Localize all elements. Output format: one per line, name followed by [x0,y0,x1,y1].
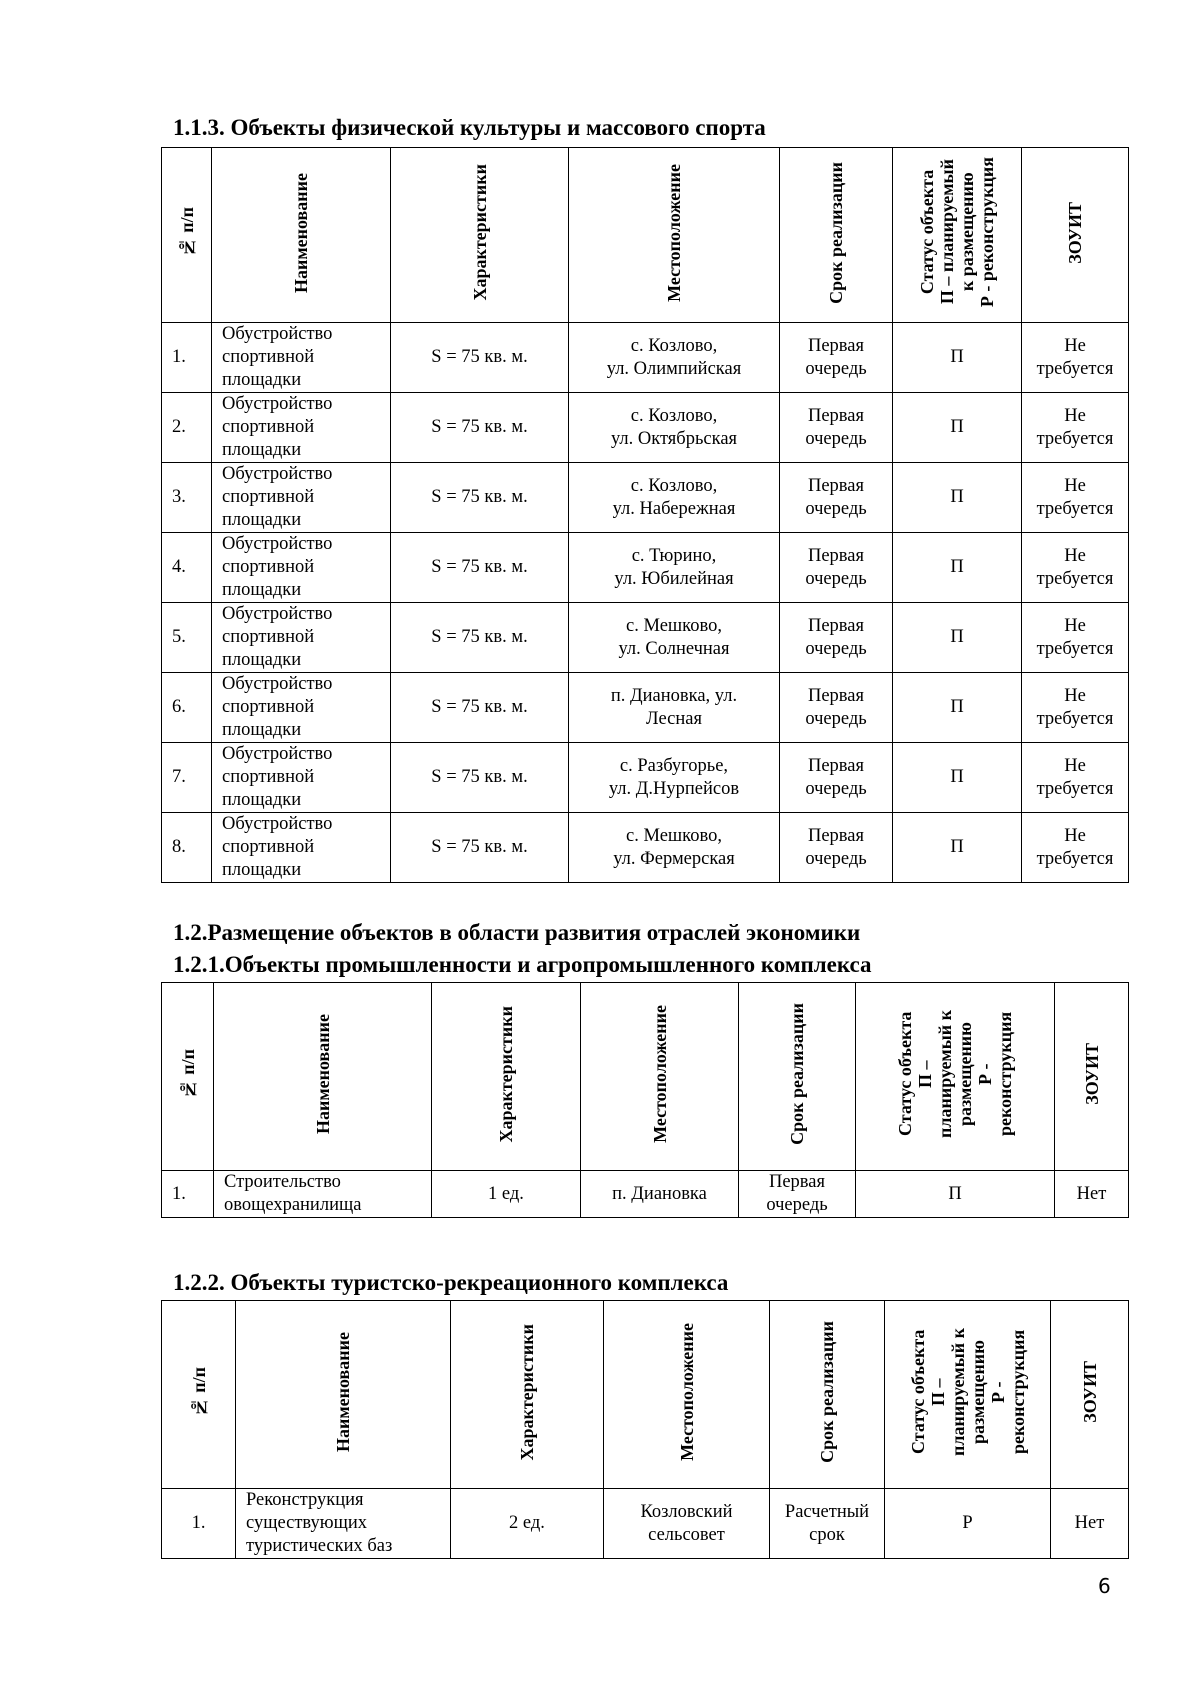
table-row [162,463,1129,533]
cell-zouit [1055,1171,1129,1218]
section-subtitle-industry: 1.2.1.Объекты промышленности и агропромышленного комплекса [173,952,872,977]
cell-chars: S = 75 кв. м. [391,463,569,533]
header-status-line: Р - [987,1381,1008,1403]
cell-zouit-line: Нет [1074,1513,1105,1533]
header-zouit [1022,148,1129,323]
cell-loc [569,603,780,673]
cell-term [739,1171,856,1218]
cell-name-line: Обустройство [222,324,333,344]
cell-loc-line: ул. Олимпийская [606,358,742,379]
page-number: 6 [1098,1574,1111,1598]
header-num [162,1301,236,1489]
cell-term [780,673,893,743]
cell-term [780,393,893,463]
cell-term-line: очередь [766,1195,828,1215]
industry-objects-table [161,982,1129,1218]
cell-loc-line: ул. Солнечная [618,638,730,659]
cell-term-line: очередь [805,708,867,729]
cell-zouit-line: требуется [1036,708,1114,729]
header-status-line: Р - реконструкция [977,157,997,308]
header-status-line: П – [927,1378,948,1406]
cell-term-line: очередь [805,358,867,379]
header-status-line: к размещению [957,173,977,292]
header-name-line: Наименование [291,172,311,293]
cell-chars: 1 ед. [432,1171,581,1218]
sport-objects-table [161,147,1129,883]
cell-zouit [1022,323,1129,393]
cell-chars: S = 75 кв. м. [391,813,569,883]
header-status [856,983,1055,1171]
cell-name-line: спортивной [222,837,315,857]
cell-status: П [893,813,1022,883]
table-row [162,813,1129,883]
header-zouit-line: ЗОУИТ [1081,1043,1102,1105]
cell-name-line: туристических баз [246,1536,393,1556]
table-row [162,323,1129,393]
cell-num: 1. [162,1171,214,1218]
cell-zouit-line: Не [1064,615,1086,636]
table-row [162,1489,1129,1559]
cell-name-line: Обустройство [222,394,333,414]
cell-name-line: спортивной [222,487,315,507]
cell-num: 8. [162,813,212,883]
cell-name [212,323,391,393]
cell-zouit-line: требуется [1036,358,1114,379]
cell-zouit [1022,603,1129,673]
header-name [236,1301,451,1489]
cell-term-line: Первая [807,685,865,706]
cell-loc-line: с. Тюрино, [631,545,717,566]
cell-name-line: площадки [222,510,302,530]
cell-chars: S = 75 кв. м. [391,393,569,463]
cell-zouit-line: требуется [1036,428,1114,449]
header-status-line: планируемый к [935,1010,955,1138]
cell-loc [569,323,780,393]
cell-zouit-line: Нет [1076,1183,1107,1204]
header-zouit-line: ЗОУИТ [1065,201,1085,264]
cell-loc-line: Лесная [646,708,702,729]
cell-zouit-line: Не [1064,825,1086,846]
cell-status: П [856,1171,1055,1218]
cell-term-line: Расчетный [784,1501,870,1522]
cell-name [212,463,391,533]
header-chars-line: Характеристики [496,1005,516,1143]
cell-name [212,393,391,463]
header-name-line: Наименование [312,1014,333,1134]
cell-zouit [1051,1489,1129,1559]
header-name-line: Наименование [333,1332,353,1452]
cell-status: П [893,603,1022,673]
cell-term-line: очередь [805,638,867,659]
header-term-line: Срок реализации [826,161,846,304]
cell-num: 5. [162,603,212,673]
cell-loc-line: Козловский [640,1501,733,1522]
header-chars [391,148,569,323]
header-num [162,148,212,323]
cell-name-line: Реконструкция [246,1490,364,1510]
header-status-line: Статус объекта [895,1011,915,1137]
cell-loc-line: сельсовет [648,1524,725,1545]
header-zouit-line: ЗОУИТ [1079,1361,1100,1423]
cell-num: 2. [162,393,212,463]
cell-name [212,603,391,673]
header-status-line: П – планируемый [937,159,957,306]
cell-name [212,743,391,813]
cell-term [780,813,893,883]
cell-zouit-line: требуется [1036,498,1114,519]
header-term [770,1301,885,1489]
table-row [162,1171,1129,1218]
header-term [780,148,893,323]
cell-chars: S = 75 кв. м. [391,673,569,743]
section-title-economy: 1.2.Размещение объектов в области развития отраслей экономики [173,920,861,945]
header-status-line: планируемый к [947,1328,968,1456]
cell-loc-line: ул. Д.Нурпейсов [608,778,740,799]
cell-name-line: спортивной [222,697,315,717]
cell-num: 4. [162,533,212,603]
header-status-line: Статус объекта [907,1329,928,1455]
header-status-line: размещению [955,1022,975,1126]
cell-loc [569,673,780,743]
cell-name-line: площадки [222,580,302,600]
header-status-line: реконструкция [1007,1329,1028,1455]
cell-chars: 2 ед. [451,1489,604,1559]
cell-term-line: срок [809,1524,845,1545]
cell-zouit-line: Не [1064,755,1086,776]
cell-term-line: очередь [805,778,867,799]
cell-zouit [1022,813,1129,883]
cell-zouit-line: Не [1064,475,1086,496]
cell-term-line: Первая [768,1172,826,1192]
cell-name-line: спортивной [222,627,315,647]
cell-term-line: очередь [805,848,867,869]
cell-name-line: Обустройство [222,674,333,694]
table-row [162,393,1129,463]
header-loc-line: Местоположение [676,1323,697,1461]
cell-loc-line: с. Козлово, [630,475,718,496]
cell-name-line: площадки [222,370,302,390]
cell-name-line: Обустройство [222,464,333,484]
header-loc-line: Местоположение [649,1005,670,1143]
cell-loc [569,463,780,533]
cell-name-line: площадки [222,790,302,810]
cell-zouit-line: требуется [1036,848,1114,869]
cell-zouit-line: Не [1064,545,1086,566]
cell-loc [569,743,780,813]
cell-name [214,1171,432,1218]
header-chars [432,983,581,1171]
cell-num: 1. [162,323,212,393]
header-status-line: Р - [975,1063,995,1085]
cell-name-line: площадки [222,650,302,670]
cell-status: П [893,533,1022,603]
header-chars-line: Характеристики [517,1323,537,1461]
cell-loc-line: ул. Октябрьская [610,428,738,449]
cell-loc-line: с. Козлово, [630,405,718,426]
cell-term [780,533,893,603]
cell-name-line: спортивной [222,767,315,787]
cell-loc-line: с. Козлово, [630,335,718,356]
header-num-line: № п/п [188,1366,209,1418]
cell-name-line: спортивной [222,557,315,577]
cell-num: 1. [162,1489,236,1559]
cell-zouit [1022,533,1129,603]
cell-loc [604,1489,770,1559]
cell-zouit-line: требуется [1036,778,1114,799]
header-term [739,983,856,1171]
header-num [162,983,214,1171]
cell-zouit-line: требуется [1036,638,1114,659]
cell-name-line: овощехранилища [224,1195,362,1215]
cell-zouit [1022,673,1129,743]
cell-term [770,1489,885,1559]
cell-name-line: Обустройство [222,814,333,834]
header-term-line: Срок реализации [817,1321,837,1463]
cell-term [780,603,893,673]
cell-loc-line: п. Диановка, ул. [610,685,738,706]
header-status-line: реконструкция [995,1011,1015,1137]
table-row [162,743,1129,813]
cell-name-line: Строительство [224,1172,341,1192]
header-status-line: Статус объекта [917,170,937,295]
cell-num: 3. [162,463,212,533]
section-title-tourism: 1.2.2. Объекты туристско-рекреационного комплекса [173,1270,729,1295]
cell-chars: S = 75 кв. м. [391,533,569,603]
cell-name [212,533,391,603]
cell-term-line: Первая [807,475,865,496]
cell-status: П [893,463,1022,533]
header-name [212,148,391,323]
cell-loc [581,1171,739,1218]
cell-chars: S = 75 кв. м. [391,743,569,813]
cell-name [212,673,391,743]
table-row [162,533,1129,603]
cell-term-line: Первая [807,755,865,776]
cell-status: П [893,743,1022,813]
header-loc [569,148,780,323]
header-num-line: № п/п [177,1048,198,1100]
section-title-sport: 1.1.3. Объекты физической культуры и массового спорта [173,115,766,140]
cell-zouit [1022,463,1129,533]
cell-term [780,323,893,393]
cell-term [780,743,893,813]
header-chars [451,1301,604,1489]
cell-loc [569,533,780,603]
cell-term-line: Первая [807,405,865,426]
header-status [893,148,1022,323]
cell-loc [569,813,780,883]
cell-name-line: существующих [246,1513,367,1533]
cell-loc-line: с. Мешково, [626,825,722,846]
table-header-row [162,1301,1129,1489]
header-status [885,1301,1051,1489]
header-zouit [1055,983,1129,1171]
cell-loc-line: ул. Фермерская [613,848,735,869]
cell-num: 7. [162,743,212,813]
header-chars-line: Характеристики [469,164,490,301]
header-status-line: П – [915,1060,935,1088]
cell-name [212,813,391,883]
cell-loc-line: с. Разбугорье, [619,755,729,776]
cell-loc-line: ул. Юбилейная [614,568,734,589]
cell-loc-line: п. Диановка [612,1183,707,1204]
cell-term-line: Первая [807,545,865,566]
header-term-line: Срок реализации [787,1003,807,1145]
table-header-row [162,148,1129,323]
header-zouit [1051,1301,1129,1489]
cell-status: Р [885,1489,1051,1559]
cell-chars: S = 75 кв. м. [391,323,569,393]
cell-name-line: площадки [222,720,302,740]
table-row [162,603,1129,673]
cell-status: П [893,393,1022,463]
header-status-line: размещению [967,1340,988,1444]
cell-num: 6. [162,673,212,743]
cell-zouit [1022,393,1129,463]
header-name [214,983,432,1171]
header-num-line: № п/п [176,207,197,258]
table-header-row [162,983,1129,1171]
cell-name-line: Обустройство [222,534,333,554]
cell-status: П [893,323,1022,393]
cell-term-line: Первая [807,825,865,846]
cell-term-line: Первая [807,615,865,636]
header-loc [604,1301,770,1489]
cell-zouit-line: Не [1064,405,1086,426]
cell-term-line: очередь [805,428,867,449]
table-row [162,673,1129,743]
cell-name-line: спортивной [222,417,315,437]
cell-term-line: Первая [807,335,865,356]
header-loc [581,983,739,1171]
cell-status: П [893,673,1022,743]
cell-zouit [1022,743,1129,813]
cell-zouit-line: требуется [1036,568,1114,589]
cell-name-line: спортивной [222,347,315,367]
cell-name-line: площадки [222,440,302,460]
cell-name-line: площадки [222,860,302,880]
cell-term [780,463,893,533]
cell-zouit-line: Не [1064,685,1086,706]
cell-chars: S = 75 кв. м. [391,603,569,673]
cell-term-line: очередь [805,498,867,519]
header-loc-line: Местоположение [664,163,684,302]
cell-loc [569,393,780,463]
cell-name-line: Обустройство [222,744,333,764]
cell-zouit-line: Не [1064,335,1086,356]
cell-loc-line: ул. Набережная [612,498,736,519]
cell-name-line: Обустройство [222,604,333,624]
cell-loc-line: с. Мешково, [626,615,722,636]
cell-name [236,1489,451,1559]
tourism-objects-table [161,1300,1129,1559]
cell-term-line: очередь [805,568,867,589]
